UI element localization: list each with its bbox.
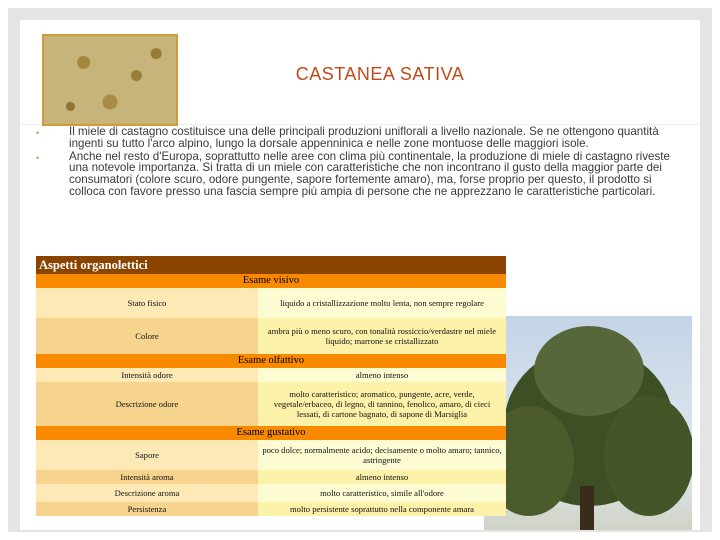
row-label: Descrizione odore <box>36 382 258 426</box>
table-row <box>36 484 506 502</box>
row-value: molto persistente soprattutto nella componente amara <box>258 502 506 516</box>
row-value: ambra più o meno scuro, con tonalità rossiccio/verdastre nel miele liquido; marrone se cristallizzato <box>258 318 506 354</box>
row-value: molto caratteristico; aromatico, pungente, acre, verde, vegetale/erbaceo, di legno, di tannino, fenolico, amaro, di cieci lessati, di cartone bagnato, di sapone di Marsiglia <box>258 382 506 426</box>
section-heading: Esame visivo <box>36 274 506 288</box>
table-title: Aspetti organolettici <box>36 256 506 274</box>
chestnut-tree-image <box>484 316 692 530</box>
row-value: poco dolce; normalmente acido; decisamente o molto amaro; tannico, astringente <box>258 440 506 470</box>
bullet-item <box>36 151 686 198</box>
table-row <box>36 318 506 354</box>
row-value: almeno intenso <box>258 470 506 484</box>
bullet-text: Anche nel resto d'Europa, soprattutto nelle aree con clima più continentale, la produzione di miele di castagno riveste una notevole importanza. Si tratta di un miele con caratteristiche che non incontrano il gusto della maggior parte dei consumatori (colore scuro, odore pungente, sapore fortemente amaro), ma, forse proprio per questo, il prodotto si colloca con favore presso una fascia sempre più ampia di persone che ne apprezzano le caratteristiche particolari. <box>69 149 670 198</box>
section-heading: Esame olfattivo <box>36 354 506 368</box>
row-label: Intensità aroma <box>36 470 258 484</box>
bullet-item <box>36 126 686 150</box>
bullet-list <box>36 126 686 199</box>
row-value: almeno intenso <box>258 368 506 382</box>
pollen-micrograph-image <box>42 34 178 126</box>
row-label: Stato fisico <box>36 288 258 318</box>
row-label: Sapore <box>36 440 258 470</box>
slide <box>20 20 700 530</box>
row-value: liquido a cristallizzazione molto lenta, non sempre regolare <box>258 288 506 318</box>
table-row <box>36 470 506 484</box>
bullet-text: Il miele di castagno costituisce una delle principali produzioni uniflorali a livello nazionale. Se ne ottengono quantità ingenti su tutto l'arco alpino, lungo la dorsale appenninica e nelle zone montuose delle maggiori isole. <box>69 125 659 150</box>
row-label: Persistenza <box>36 502 258 516</box>
slide-title: CASTANEA SATIVA <box>295 64 465 84</box>
table-row <box>36 502 506 516</box>
table-row <box>36 440 506 470</box>
row-label: Descrizione aroma <box>36 484 258 502</box>
section-heading: Esame gustativo <box>36 426 506 440</box>
slide-header <box>20 20 700 125</box>
organoleptic-table <box>36 256 506 516</box>
row-label: Intensità odore <box>36 368 258 382</box>
bullet-icon: • <box>36 152 40 163</box>
table-row <box>36 288 506 318</box>
table-row <box>36 368 506 382</box>
row-label: Colore <box>36 318 258 354</box>
bullet-icon: • <box>36 128 40 138</box>
row-value: molto caratteristico, simile all'odore <box>258 484 506 502</box>
table-row <box>36 382 506 426</box>
